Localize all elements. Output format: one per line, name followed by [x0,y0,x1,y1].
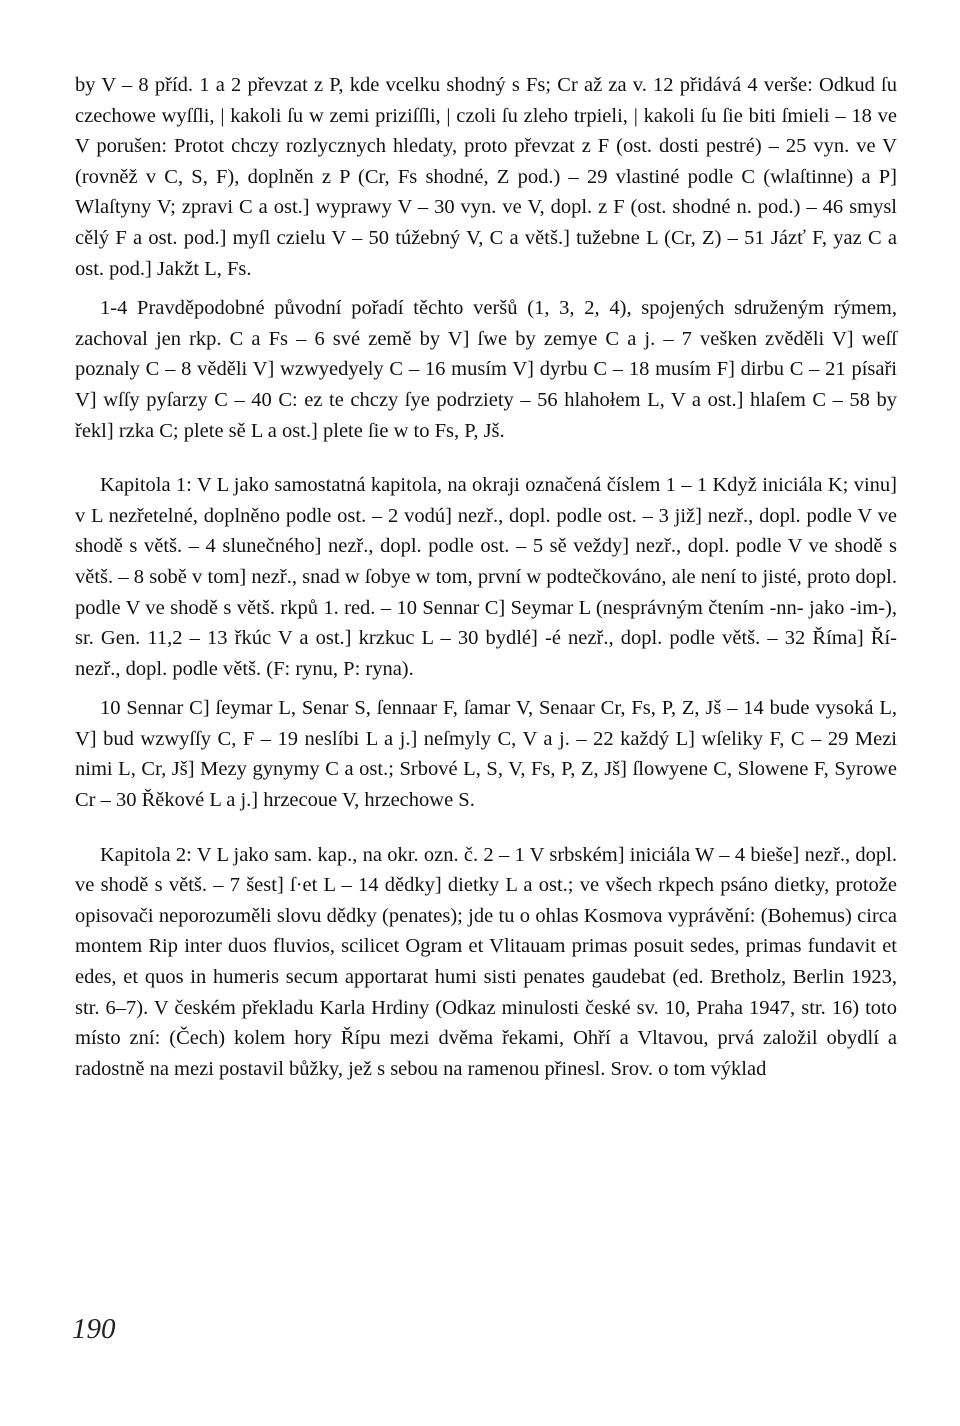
page-body [75,70,897,1084]
paragraph-kapitola-2: Kapitola 2: V L jako sam. kap., na okr. ozn. č. 2 – 1 V srbském] iniciála W – 4 bieše] nezř., dopl. ve shodě s větš. – 7 šest] ſ·et L – 14 dědky] dietky L a ost.; ve všech rkpech psáno dietky, protože opisovači neporozuměli slovu dědky (penates); jde tu o ohlas Kosmova vyprávění: (Bohemus) circa montem Rip inter duos fluvios, scilicet Ogram et Vlitauam primas posuit sedes, primas fundavit et edes, et quos in humeris secum apportarat humi sisti penates gaudebat (ed. Bretholz, Berlin 1923, str. 6–7). V českém překladu Karla Hrdiny (Odkaz minulosti české sv. 10, Praha 1947, str. 16) toto místo zní: (Čech) kolem hory Řípu mezi dvěma řekami, Ohří a Vltavou, prvá založil obydlí a radostně na mezi postavil bůžky, jež s sebou na ramenou přinesl. Srov. o tom výklad [75,843,897,1080]
paragraph-kapitola-1-variants: 10 Sennar C] ſeymar L, Senar S, ſennaar F, ſamar V, Senaar Cr, Fs, P, Z, Jš – 14 bude vysoká L, V] bud wzwyſſy C, F – 19 neslíbi L a j.] neſmyly C, V a j. – 22 každý L] wſeliky F, C – 29 Mezi nimi L, Cr, Jš] Mezy gynymy C a ost.; Srbové L, S, V, Fs, P, Z, Jš] ſlowyene C, Slowene F, Syrowe Cr – 30 Řěkové L a j.] hrzecoue V, hrzechowe S. [75,697,897,812]
paragraph-order-notes: 1-4 Pravděpodobné původní pořadí těchto veršů (1, 3, 2, 4), spojených sdruženým rýmem, zachoval jen rkp. C a Fs – 6 své země by V] ſwe by zemye C a j. – 7 vešken zvěděli V] weſſ poznaly C – 8 věděli V] wzwyedyely C – 16 musím V] dyrbu C – 18 musím F] dirbu C – 21 písaři V] wſſy pyſarzy C – 40 C: ez te chczy ſye podrziety – 56 hlahołem L, V a ost.] hlaſem C – 58 by řekl] rzka C; plete sě L a ost.] plete ſie w to Fs, P, Jš. [75,297,897,442]
paragraph-kapitola-1: Kapitola 1: V L jako samostatná kapitola, na okraji označená číslem 1 – 1 Když iniciála K; vinu] v L nezřetelné, doplněno podle ost. – 2 vodú] nezř., dopl. podle ost. – 3 již] nezř., dopl. podle V ve shodě s větš. – 4 slunečného] nezř., dopl. podle ost. – 5 sě veždy] nezř., dopl. podle V ve shodě s větš. – 8 sobě v tom] nezř., snad w ſobye w tom, první w podtečkováno, ale není to jisté, proto dopl. podle V ve shodě s větš. rkpů 1. red. – 10 Sennar C] Seymar L (nesprávným čtením -nn- jako -im-), sr. Gen. 11,2 – 13 řkúc V a ost.] krzkuc L – 30 bydlé] -é nezř., dopl. podle větš. – 32 Říma] Ří- nezř., dopl. podle větš. (F: rynu, P: ryna). [75,474,897,680]
page-number: 190 [72,1313,116,1345]
paragraph-verse-notes: by V – 8 příd. 1 a 2 převzat z P, kde vcelku shodný s Fs; Cr až za v. 12 přidává 4 verše: Odkud ſu czechowe wyſſli, | kakoli ſu w zemi priziſſli, | czoli ſu zleho trpieli, | kakoli ſu ſie biti ſmieli – 18 ve V porušen: Protot chczy rozlycznych hledaty, proto převzat z F (ost. dosti pestré) – 25 vyn. ve V (rovněž v C, S, F), doplněn z P (Cr, Fs shodné, Z pod.) – 29 vlastiné podle C (wlaſtinne) a P] Wlaſtyny V; zpravi C a ost.] wyprawy V – 30 vyn. ve V, dopl. z F (ost. shodné n. pod.) – 46 smysl cělý F a ost. pod.] myſl czielu V – 50 túžebný V, C a větš.] tužebne L (Cr, Z) – 51 Jázť F, yaz C a ost. pod.] Jakžt L, Fs. [75,74,897,280]
